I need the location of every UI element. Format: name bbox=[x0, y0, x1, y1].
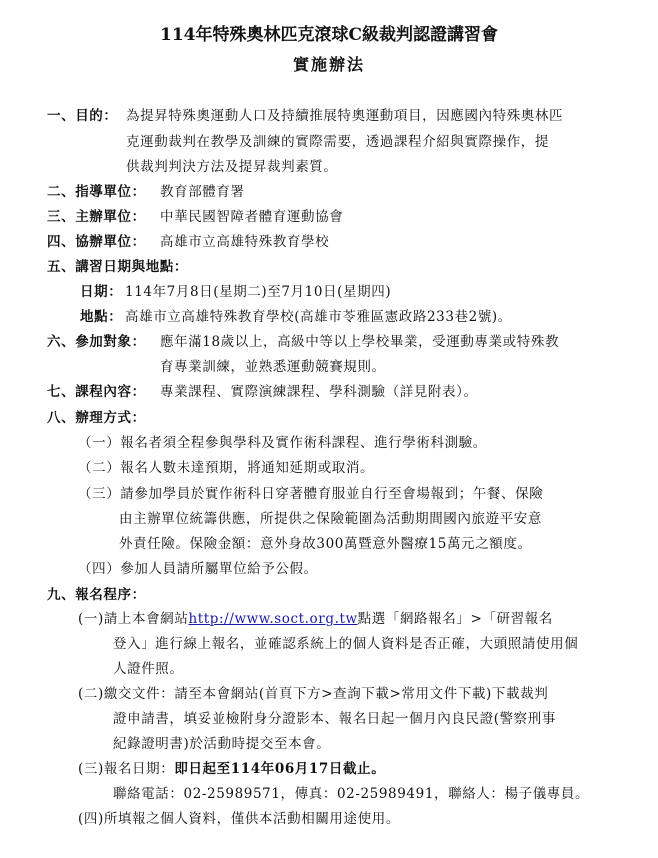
item-1-suffix: 點選「網路報名」>「研習報名 bbox=[357, 611, 553, 627]
section-9-item-line: 紀錄證明書)於活動時提交至本會。 bbox=[113, 736, 331, 752]
document-title: 114年特殊奧林匹克滾球C級裁判認證講習會 bbox=[159, 25, 498, 45]
section-9-item-2: (二)繳交文件：請至本會網站(首頁下方>查詢下載>常用文件下載)下載裁判 bbox=[78, 686, 549, 702]
date-text: 114年7月8日(星期二)至7月10日(星期四) bbox=[125, 284, 392, 300]
section-4-label: 四、協辦單位： bbox=[47, 234, 146, 250]
date-label: 日期： bbox=[80, 284, 123, 300]
website-link[interactable]: http://www.soct.org.tw bbox=[188, 611, 358, 627]
section-9-item-line: 登入」進行線上報名，並確認系統上的個人資料是否正確，大頭照請使用個 bbox=[113, 636, 579, 652]
document-subtitle: 實施辦法 bbox=[292, 55, 365, 74]
section-6-text-line: 育專業訓練，並熟悉運動競賽規則。 bbox=[160, 359, 386, 375]
section-2-text: 教育部體育署 bbox=[160, 184, 245, 200]
section-6-text-line: 應年滿18歲以上，高級中等以上學校畢業，受運動專業或特殊教 bbox=[160, 334, 560, 350]
section-9-item-3 bbox=[78, 760, 385, 778]
section-8-item: （二）報名人數未達預期，將通知延期或取消。 bbox=[78, 460, 375, 476]
section-4-text: 高雄市立高雄特殊教育學校 bbox=[160, 234, 330, 250]
section-8-item: （四）參加人員請所屬單位給予公假。 bbox=[78, 561, 318, 577]
contact-info: 聯絡電話：02-25989571，傳真：02-25989491，聯絡人：楊子儀專員。 bbox=[113, 786, 590, 802]
item-1-prefix: (一)請上本會網站 bbox=[78, 611, 189, 627]
section-8-item-line: 外責任險。保險金額：意外身故300萬暨意外醫療15萬元之額度。 bbox=[119, 536, 532, 552]
section-8-item: （一）報名者須全程參與學科及實作術科課程、進行學術科測驗。 bbox=[78, 435, 487, 451]
section-9-item-1 bbox=[78, 610, 553, 628]
section-9-item-line: 證申請書，填妥並檢附身分證影本、報名日起一個月內良民證(警察刑事 bbox=[113, 711, 556, 727]
section-9-item-line: 人證件照。 bbox=[113, 661, 184, 677]
place-label: 地點： bbox=[80, 309, 123, 325]
section-2-label: 二、指導單位： bbox=[47, 184, 146, 200]
section-3-label: 三、主辦單位： bbox=[47, 209, 146, 225]
registration-date-label: (三)報名日期： bbox=[78, 761, 175, 777]
section-8-item-line: 由主辦單位統籌供應，所提供之保險範圍為活動期間國內旅遊平安意 bbox=[119, 511, 542, 527]
place-text: 高雄市立高雄特殊教育學校(高雄市苓雅區憲政路233巷2號)。 bbox=[125, 309, 512, 325]
section-7-text: 專業課程、實際演練課程、學科測驗（詳見附表）。 bbox=[160, 384, 478, 400]
section-1-text-line: 供裁判判決方法及提昇裁判素質。 bbox=[126, 159, 338, 175]
section-1-text-line: 克運動裁判在教學及訓練的實際需要，透過課程介紹與實際操作，提 bbox=[126, 134, 549, 150]
registration-deadline: 即日起至114年06月17日截止。 bbox=[174, 761, 386, 777]
section-7-label: 七、課程內容： bbox=[47, 384, 146, 400]
section-1-text-line: 為提昇特殊奧運動人口及持續推展特奧運動項目，因應國內特殊奧林匹 bbox=[126, 108, 564, 124]
section-8-label: 八、辦理方式： bbox=[47, 410, 146, 426]
section-9-item-4: (四)所填報之個人資料，僅供本活動相關用途使用。 bbox=[78, 811, 400, 827]
section-6-label: 六、參加對象： bbox=[47, 334, 146, 350]
section-3-text: 中華民國智障者體育運動協會 bbox=[160, 209, 344, 225]
section-5-label: 五、講習日期與地點： bbox=[47, 259, 188, 275]
section-9-label: 九、報名程序： bbox=[47, 587, 146, 603]
section-1-label: 一、目的： bbox=[47, 108, 118, 124]
section-8-item: （三）請參加學員於實作術科日穿著體育服並自行至會場報到；午餐、保險 bbox=[78, 486, 544, 502]
